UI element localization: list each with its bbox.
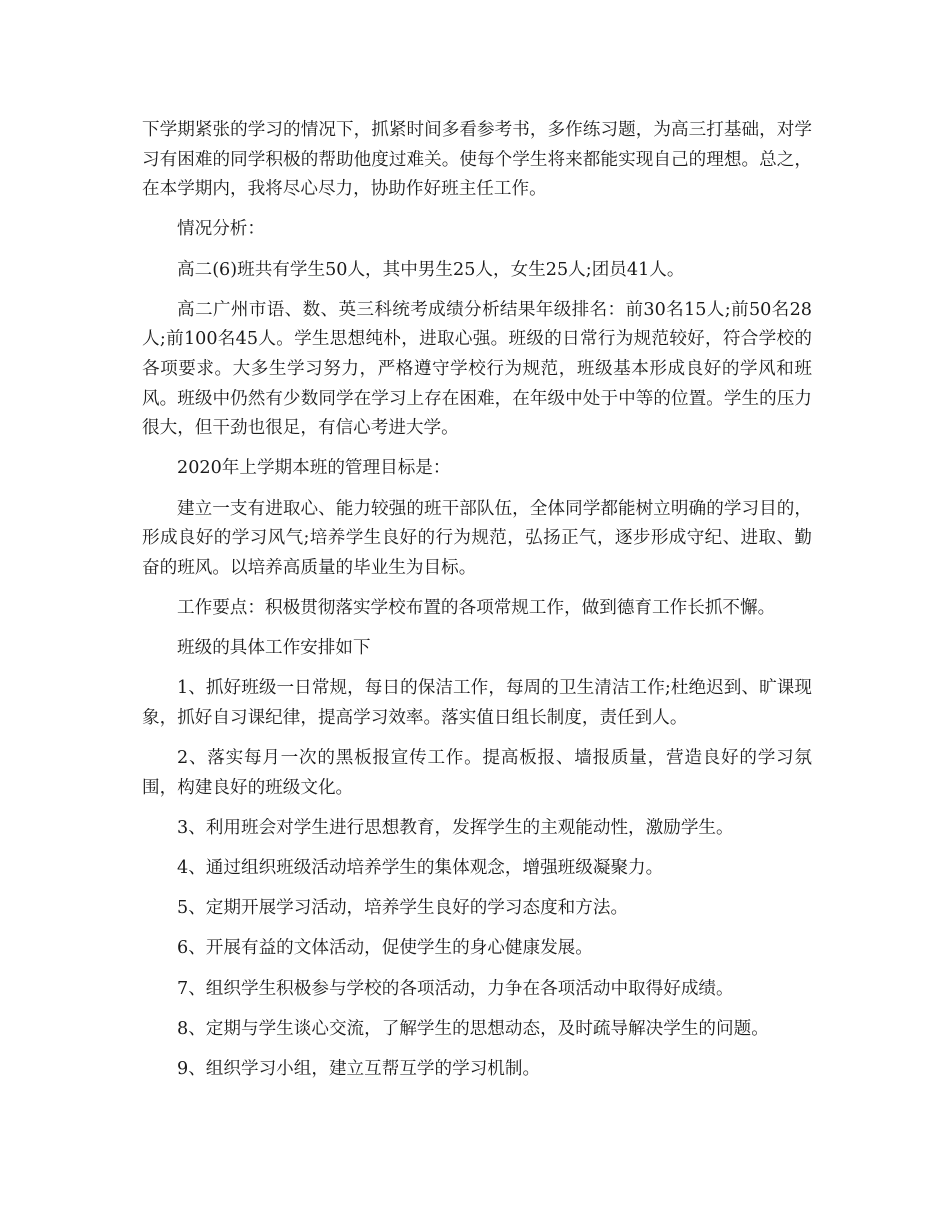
paragraph-2: 情况分析： [177,219,265,240]
paragraph-14: 6、开展有益的文体活动，促使学生的身心健康发展。 [177,938,593,959]
paragraph-5: 2020年上学期本班的管理目标是： [177,458,451,479]
paragraph-13: 5、定期开展学习活动，培养学生良好的学习态度和方法。 [177,898,629,919]
paragraph-15: 7、组织学生积极参与学校的各项活动，力争在各项活动中取得好成绩。 [177,978,734,999]
paragraph-8: 班级的具体工作安排如下 [177,638,371,659]
paragraph-10: 2、落实每月一次的黑板报宣传工作。提高板报、墙报质量，营造良好的学习氛围，构建良好的班级文化。 [142,748,812,798]
paragraph-12: 4、通过组织班级活动培养学生的集体观念，增强班级凝聚力。 [177,858,664,878]
paragraph-1: 下学期紧张的学习的情况下，抓紧时间多看参考书，多作练习题，为高三打基础，对学习有困难的同学积极的帮助他度过难关。使每个学生将来都能实现自己的理想。总之，在本学期内，我将尽心尽力，协助作好班主任工作。 [142,120,812,200]
paragraph-7: 工作要点：积极贯彻落实学校布置的各项常规工作，做到德育工作长抓不懈。 [177,597,776,618]
paragraph-6: 建立一支有进取心、能力较强的班干部队伍，全体同学都能树立明确的学习目的，形成良好的学习风气;培养学生良好的行为规范，弘扬正气，逐步形成守纪、进取、勤奋的班风。以培养高质量的毕业生为目标。 [142,498,812,578]
paragraph-4: 高二广州市语、数、英三科统考成绩分析结果年级排名：前30名15人;前50名28人;前100名45人。学生思想纯朴，进取心强。班级的日常行为规范较好，符合学校的各项要求。大多生学习努力，严格遵守学校行为规范，班级基本形成良好的学风和班风。班级中仍然有少数同学在学习上存在困难，在年级中处于中等的位置。学生的压力很大，但干劲也很足，有信心考进大学。 [142,299,812,439]
paragraph-11: 3、利用班会对学生进行思想教育，发挥学生的主观能动性，激励学生。 [177,817,734,838]
document-body [142,116,812,1095]
paragraph-16: 8、定期与学生谈心交流，了解学生的思想动态，及时疏导解决学生的问题。 [177,1018,769,1039]
paragraph-9: 1、抓好班级一日常规，每日的保洁工作，每周的卫生清洁工作;杜绝迟到、旷课现象，抓好自习课纪律，提高学习效率。落实值日组长制度，责任到人。 [142,678,812,728]
paragraph-3: 高二(6)班共有学生50人，其中男生25人，女生25人;团员41人。 [177,259,685,280]
paragraph-17: 9、组织学习小组，建立互帮互学的学习机制。 [177,1058,541,1079]
